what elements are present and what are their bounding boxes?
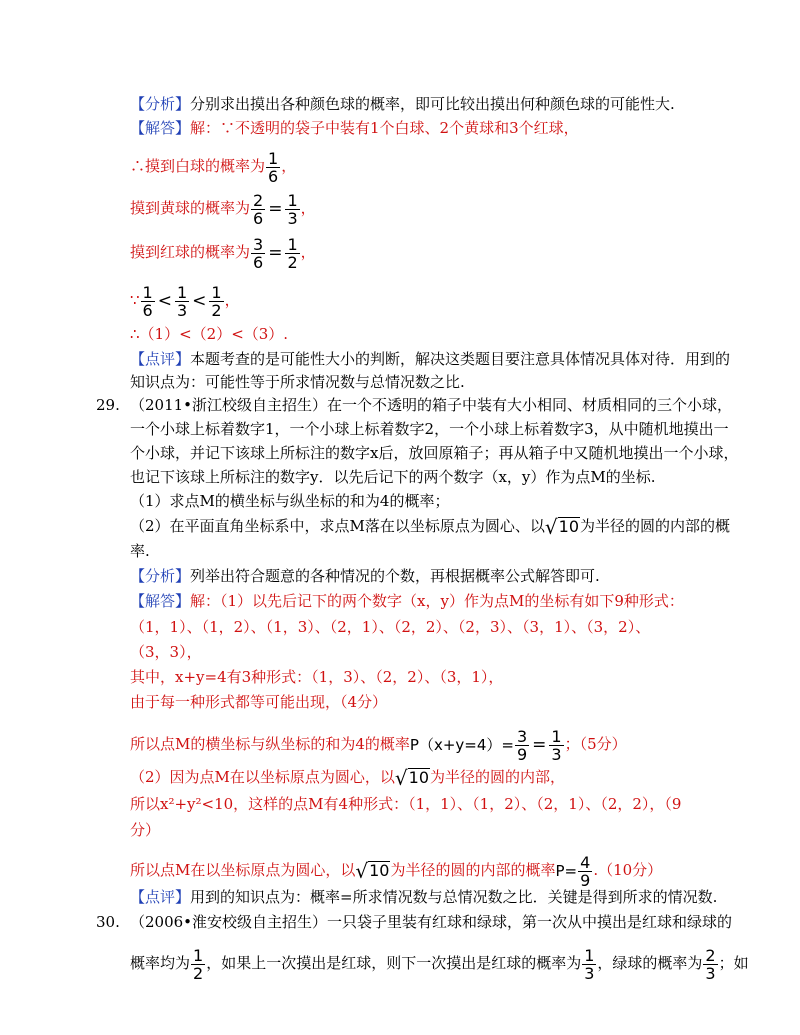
fraction: $\frac{1}{2}$ bbox=[211, 282, 222, 320]
q29-stem-line-1: （2011•浙江校级自主招生）在一个不透明的箱子中装有大小相同、材质相同的三个小球， bbox=[130, 396, 733, 414]
fraction: $\frac{1}{3}$ bbox=[584, 945, 595, 983]
q29-answer-line-10: 所以点M在以坐标原点为圆心，以 √ 10 为半径的圆的内部的概率P= $\frac{4}{9}$ .（10分） bbox=[130, 852, 663, 890]
q29-answer-line-5: 由于每一种形式都等可能出现，（4分） bbox=[130, 693, 388, 711]
q29-number: 29. bbox=[96, 396, 120, 414]
q29-answer-line-7: （2）因为点M在以坐标原点为圆心，以 √ 10 为半径的圆的内部， bbox=[130, 766, 566, 790]
fraction: $\frac{3}{9}$ bbox=[516, 726, 528, 764]
comment-tag: 【点评】 bbox=[130, 350, 191, 368]
q29-comment: 【点评】用到的知识点为：概率=所求情况数与总情况数之比．关键是得到所求的情况数. bbox=[130, 888, 718, 906]
q29-stem-line-3: 个小球，并记下该球上所标注的数字x后，放回原箱子；再从箱子中又随机地摸出一个小球， bbox=[130, 444, 739, 462]
answer-tag: 【解答】 bbox=[130, 119, 191, 137]
fraction: $\frac{1}{3}$ bbox=[176, 282, 188, 320]
q29-analysis: 【分析】列举出符合题意的各种情况的个数，再根据概率公式解答即可. bbox=[130, 567, 600, 585]
sqrt: √ 10 bbox=[355, 859, 390, 883]
q29-answer-line-4: 其中，x+y=4有3种形式：（1，3）、（2，2）、（3，1）， bbox=[130, 668, 504, 686]
analysis-tag: 【分析】 bbox=[130, 95, 191, 113]
fraction: $\frac{3}{6}$ bbox=[253, 234, 264, 272]
fraction: $\frac{2}{6}$ bbox=[253, 190, 264, 228]
q28-comment: 【点评】本题考查的是可能性大小的判断，解决这类题目要注意具体情况具体对待．用到的 bbox=[130, 350, 731, 368]
fraction: $\frac{1}{6}$ bbox=[142, 282, 153, 320]
q29-answer-line-1: 【解答】解：（1）以先后记下的两个数字（x，y）作为点M的坐标有如下9种形式： bbox=[130, 592, 684, 610]
q30-number: 30. bbox=[96, 913, 120, 931]
q28-analysis-text: 分别求出摸出各种颜色球的概率，即可比较出摸出何种颜色球的可能性大. bbox=[190, 95, 675, 113]
q28-comparison: ∵ $\frac{1}{6}$ < $\frac{1}{3}$ < $\frac{1}{2}$ ， bbox=[130, 282, 240, 320]
q29-part-2-continued: 率. bbox=[130, 542, 150, 560]
q29-stem-line-2: 一个小球上标着数字1，一个小球上标着数字2，一个小球上标着数字3，从中随机地摸出一 bbox=[130, 420, 729, 438]
fraction: $\frac{1}{6}$ bbox=[268, 148, 279, 186]
fraction: $\frac{1}{3}$ bbox=[287, 190, 298, 228]
fraction: $\frac{4}{9}$ bbox=[580, 852, 591, 890]
fraction: $\frac{1}{2}$ bbox=[193, 945, 204, 983]
q29-answer-line-8: 所以x²+y²<10，这样的点M有4种形式：（1，1）、（1，2）、（2，1）、（2，2），（9 bbox=[130, 795, 682, 813]
q29-stem-line-4: 也记下该球上所标注的数字y．以先后记下的两个数字（x，y）作为点M的坐标. bbox=[130, 468, 656, 486]
q28-red-probability: 摸到红球的概率为 $\frac{3}{6}$ = $\frac{1}{2}$ ， bbox=[130, 234, 316, 272]
q30-stem-line-2: 概率均为 $\frac{1}{2}$ ，如果上一次摸出是红球，则下一次摸出是红球的概率为 $\frac{1}{3}$ ，绿球的概率为 $\frac{2}{3}$ ；如 bbox=[130, 945, 749, 983]
q28-white-probability: ∴摸到白球的概率为 $\frac{1}{6}$ ， bbox=[130, 148, 297, 186]
q29-part-2: （2）在平面直角坐标系中，求点M落在以坐标原点为圆心、以 √ 10 为半径的圆的内部的概 bbox=[130, 515, 731, 539]
q30-stem-line-1: （2006•淮安校级自主招生）一只袋子里装有红球和绿球，第一次从中摸出是红球和绿球的 bbox=[130, 913, 733, 931]
q29-part-1: （1）求点M的横坐标与纵坐标的和为4的概率； bbox=[130, 492, 450, 510]
q29-answer-line-3: （3，3）， bbox=[130, 643, 202, 661]
q28-conclusion: ∴（1）<（2）<（3）. bbox=[130, 325, 289, 343]
q28-comment-continued: 知识点为：可能性等于所求情况数与总情况数之比. bbox=[130, 373, 465, 391]
q29-answer-line-2: （1，1）、（1，2）、（1，3）、（2，1）、（2，2）、（2，3）、（3，1）、（3，2）、 bbox=[130, 618, 651, 636]
probability-formula: P（x+y=4）= bbox=[409, 736, 514, 754]
sqrt: √ 10 bbox=[544, 515, 580, 539]
fraction: $\frac{1}{3}$ bbox=[551, 726, 562, 764]
q29-answer-line-6: 所以点M的横坐标与纵坐标的和为4的概率P（x+y=4）= $\frac{3}{9}$ = $\frac{1}{3}$ ；（5分） bbox=[130, 726, 627, 764]
fraction: $\frac{2}{3}$ bbox=[705, 945, 716, 983]
sqrt: √ 10 bbox=[394, 766, 430, 790]
q28-answer-intro: 【解答】解：∵不透明的袋子中装有1个白球、2个黄球和3个红球， bbox=[130, 119, 579, 137]
q28-yellow-probability: 摸到黄球的概率为 $\frac{2}{6}$ = $\frac{1}{3}$ ， bbox=[130, 190, 316, 228]
probability-formula: P= bbox=[555, 862, 578, 880]
q29-answer-line-9: 分） bbox=[130, 821, 161, 839]
fraction: $\frac{1}{2}$ bbox=[287, 234, 298, 272]
q28-analysis bbox=[130, 94, 675, 114]
